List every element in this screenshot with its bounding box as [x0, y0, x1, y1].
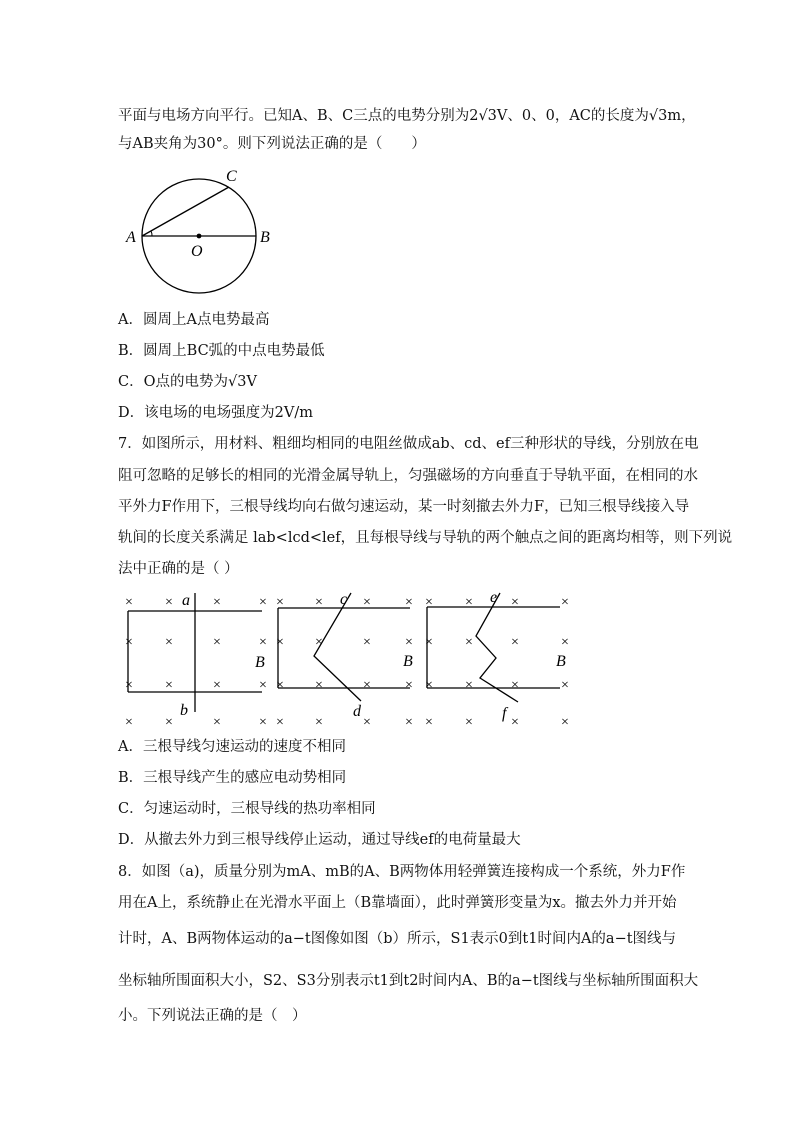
field-cross: ×: [315, 678, 323, 693]
q8-text-line-1: 8．如图（a)，质量分别为mA、mB的A、B两物体用轻弹簧连接构成一个系统，外力F作: [118, 864, 686, 880]
q7-rails-figure: [118, 588, 588, 733]
panel-3: [427, 589, 566, 722]
field-cross: ×: [561, 715, 569, 730]
field-cross: ×: [561, 635, 569, 650]
q6-option-b: B．圆周上BC弧的中点电势最低: [118, 343, 325, 359]
label-b: b: [180, 702, 188, 719]
field-cross: ×: [405, 595, 413, 610]
label-B: B: [260, 229, 270, 246]
label-a: a: [182, 592, 190, 609]
q7-option-a: A．三根导线匀速运动的速度不相同: [118, 739, 346, 755]
center-point: [197, 234, 202, 239]
label-O: O: [191, 243, 203, 260]
field-cross: ×: [276, 635, 284, 650]
field-cross: ×: [363, 678, 371, 693]
q7-option-d: D．从撤去外力到三根导线停止运动，通过导线ef的电荷量最大: [118, 832, 521, 848]
field-cross: ×: [425, 635, 433, 650]
field-cross: ×: [125, 635, 133, 650]
q7-text-line-3: 平外力F作用下，三根导线均向右做匀速运动，某一时刻撤去外力F，已知三根导线接入导: [118, 499, 690, 515]
field-cross: ×: [213, 595, 221, 610]
chord-AC: [142, 187, 229, 236]
field-cross: ×: [213, 635, 221, 650]
field-cross: ×: [259, 595, 267, 610]
q7-text-line-1: 7．如图所示，用材料、粗细均相同的电阻丝做成ab、cd、ef三种形状的导线，分别放在电: [118, 436, 699, 452]
field-cross: ×: [465, 635, 473, 650]
q6-text-line-2: 与AB夹角为30°。则下列说法正确的是（ ）: [118, 136, 426, 152]
field-cross: ×: [315, 715, 323, 730]
field-cross: ×: [465, 595, 473, 610]
field-cross: ×: [561, 595, 569, 610]
label-B-2: B: [403, 653, 413, 670]
label-C: C: [226, 168, 237, 185]
panel-1: [128, 592, 265, 719]
field-cross: ×: [125, 678, 133, 693]
q8-text-line-2: 用在A上，系统静止在光滑水平面上（B靠墙面），此时弹簧形变量为x。撤去外力并开始: [118, 895, 677, 911]
field-cross: ×: [363, 635, 371, 650]
field-cross: ×: [213, 678, 221, 693]
field-cross: ×: [511, 635, 519, 650]
field-cross: ×: [315, 595, 323, 610]
field-cross: ×: [425, 715, 433, 730]
field-cross: ×: [259, 678, 267, 693]
field-cross: ×: [125, 595, 133, 610]
field-cross: ×: [405, 715, 413, 730]
field-cross: ×: [276, 678, 284, 693]
field-cross: ×: [165, 595, 173, 610]
field-cross: ×: [315, 635, 323, 650]
label-B-3: B: [556, 653, 566, 670]
q6-option-d: D．该电场的电场强度为2V/m: [118, 405, 313, 421]
field-cross: ×: [125, 715, 133, 730]
panel-2: [278, 591, 413, 720]
q6-circle-figure: [118, 162, 288, 302]
field-cross: ×: [363, 715, 371, 730]
field-cross: ×: [425, 595, 433, 610]
field-cross: ×: [405, 635, 413, 650]
q7-text-line-2: 阻可忽略的足够长的相同的光滑金属导轨上，匀强磁场的方向垂直于导轨平面，在相同的水: [118, 468, 698, 484]
q6-text-line-1: 平面与电场方向平行。已知A、B、C三点的电势分别为2√3V、0、0，AC的长度为√3m，: [118, 108, 696, 124]
field-cross: ×: [511, 678, 519, 693]
q7-text-line-4: 轨间的长度关系满足 lab<lcd<lef，且每根导线与导轨的两个触点之间的距离均相等，则下列说: [118, 530, 733, 546]
field-cross: ×: [425, 678, 433, 693]
field-cross: ×: [165, 715, 173, 730]
q8-text-line-4: 坐标轴所围面积大小，S2、S3分别表示t1到t2时间内A、B的a−t图线与坐标轴所围面积大: [118, 973, 699, 989]
field-cross: ×: [363, 595, 371, 610]
q7-option-c: C．匀速运动时，三根导线的热功率相同: [118, 801, 376, 817]
q7-text-line-5: 法中正确的是（ ）: [118, 561, 239, 577]
label-c: c: [340, 591, 348, 608]
q8-text-line-3: 计时，A、B两物体运动的a−t图像如图（b）所示，S1表示0到t1时间内A的a−t图线与: [118, 931, 677, 947]
field-cross: ×: [465, 715, 473, 730]
field-cross: ×: [511, 715, 519, 730]
q6-option-c: C．O点的电势为√3V: [118, 374, 257, 390]
field-cross: ×: [405, 678, 413, 693]
field-cross: ×: [259, 635, 267, 650]
label-A: A: [126, 229, 136, 246]
q7-option-b: B．三根导线产生的感应电动势相同: [118, 770, 347, 786]
label-e: e: [490, 589, 498, 606]
label-B-1: B: [255, 654, 265, 671]
field-cross: ×: [276, 595, 284, 610]
field-cross: ×: [259, 715, 267, 730]
field-cross: ×: [165, 678, 173, 693]
field-cross: ×: [465, 678, 473, 693]
q6-option-a: A．圆周上A点电势最高: [118, 312, 270, 328]
q8-text-line-5: 小。下列说法正确的是（ ）: [118, 1008, 307, 1024]
label-f: f: [502, 705, 507, 722]
label-d: d: [353, 703, 361, 720]
field-cross: ×: [561, 678, 569, 693]
field-cross: ×: [511, 595, 519, 610]
field-cross: ×: [276, 715, 284, 730]
angle-arc: [151, 231, 152, 236]
field-cross: ×: [165, 635, 173, 650]
field-cross: ×: [213, 715, 221, 730]
